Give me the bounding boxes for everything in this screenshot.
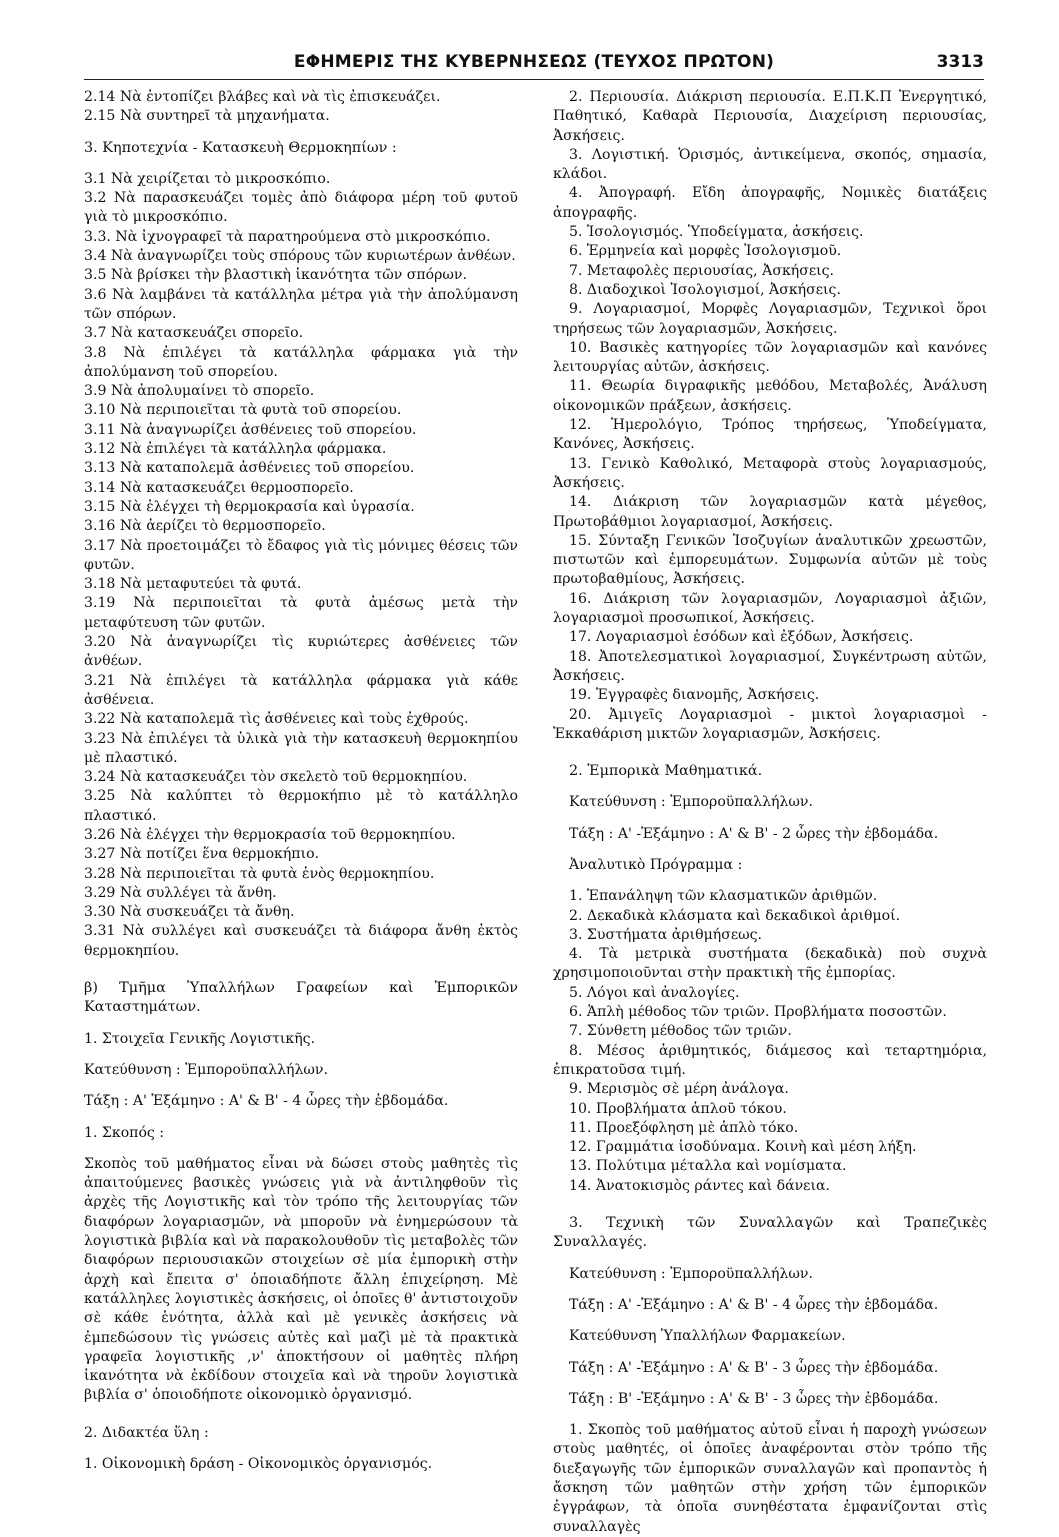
spacer — [553, 1284, 987, 1296]
item-3-14: 3.14 Νὰ κατασκευάζει θερμοσπορεῖο. — [84, 479, 354, 496]
purpose-paragraph: Σκοπὸς τοῦ μαθήματος εἶναι νὰ δώσει στοὺς μαθητὲς τὶς ἀπαιτούμενες βασικὲς γνώσεις γιὰ νὰ ἀντιληφθοῦν τὶς ἀρχὲς τῆς Λογιστικῆς καὶ τὸν τρόπο τῆς λειτουργίας τῶν διαφόρων λογαριασμῶν, νὰ μποροῦν νὰ ἐνημερώσουν τὰ λογιστικὰ βιβλία καὶ νὰ παρακολουθοῦν τὶς μεταβολὲς τῶν διαφόρων περιουσιακῶν στοιχείων σὲ μία ἐμπορικὴ στὴν ἀρχὴ καὶ ἔπειτα σ' ὁποιαδήποτε ἄλλη ἐπιχείρηση. Μὲ κατάλληλες λογιστικὲς ἀσκήσεις, οἱ ὁποῖες θ' ἀντιστοιχοῦν σὲ κάθε ἑνότητα, ἀλλὰ καὶ μὲ γενικὲς ἀσκήσεις νὰ ἐμπεδώσουν τὶς γνώσεις αὐτὲς καὶ μαζὶ μὲ τὰ πρακτικὰ γραφεῖα λογιστικῆς ,ν' ἀποκτήσουν οἱ μαθητὲς πλήρη ἱκανότητα νὰ ἐκδίδουν στοιχεῖα καὶ νὰ τηροῦν λογιστικὰ βιβλία σ' ὁποιοδήποτε οἰκονομικὸ ὀργανισμό. — [84, 1155, 518, 1404]
item-3-31: 3.31 Νὰ συλλέγει καὶ συσκευάζει τὰ διάφορα ἄνθη ἐκτὸς θερμοκηπίου. — [84, 923, 518, 959]
spacer — [84, 1018, 518, 1030]
syllabus-item-18: 18. Ἀποτελεσματικοὶ λογαριασμοί, Συγκέντρωση αὐτῶν, Ἀσκήσεις. — [553, 648, 987, 684]
spacer — [84, 961, 518, 979]
item-3-20: 3.20 Νὰ ἀναγνωρίζει τὶς κυριώτερες ἀσθένειες τῶν ἀνθέων. — [84, 634, 518, 670]
spacer — [553, 1253, 987, 1265]
item-3-11: 3.11 Νὰ ἀναγνωρίζει ἀσθένειες τοῦ σπορείου. — [84, 421, 417, 438]
item-3-17: 3.17 Νὰ προετοιμάζει τὸ ἔδαφος γιὰ τὶς μόνιμες θέσεις τῶν φυτῶν. — [84, 537, 518, 573]
header-rule — [84, 79, 984, 80]
spacer — [553, 1378, 987, 1390]
syllabus-item-13: 13. Γενικὸ Καθολικό, Μεταφορὰ στοὺς λογαριασμούς, Ἀσκήσεις. — [553, 455, 987, 491]
item-3-9: 3.9 Νὰ ἀπολυμαίνει τὸ σπορεῖο. — [84, 383, 315, 400]
gazette-title: ΕΦΗΜΕΡΙΣ ΤΗΣ ΚΥΒΕΡΝΗΣΕΩΣ (ΤΕΥΧΟΣ ΠΡΩΤΟΝ) — [293, 52, 775, 72]
item-2-15: 2.15 Νὰ συντηρεῖ τὰ μηχανήματα. — [84, 108, 330, 125]
spacer — [553, 1347, 987, 1359]
syllabus-item-15: 15. Σύνταξη Γενικῶν Ἰσοζυγίων ἀναλυτικῶν χρεωστῶν, πιστωτῶν καὶ ἐμπορευμάτων. Συμφωνία αὐτῶν μὲ τοὺς πρωτοβαθμίους, Ἀσκήσεις. — [553, 532, 987, 588]
spacer — [553, 781, 987, 793]
item-3-16: 3.16 Νὰ ἀερίζει τὸ θερμοσπορεῖο. — [84, 518, 326, 535]
spacer — [84, 1406, 518, 1424]
syllabus-item-19: 19. Ἐγγραφὲς διανομῆς, Ἀσκήσεις. — [569, 687, 820, 704]
syllabus-item-1: 1. Οἰκονομικὴ δράση - Οἰκονομικὸς ὀργανισμός. — [84, 1456, 433, 1472]
item-3-27: 3.27 Νὰ ποτίζει ἕνα θερμοκήπιο. — [84, 846, 320, 863]
spacer — [84, 1112, 518, 1124]
spacer — [84, 127, 518, 139]
math-item-11: 11. Προεξόφληση μὲ ἁπλὸ τόκο. — [569, 1119, 799, 1136]
direction-label: Κατεύθυνση : Ἐμποροϋπαλλήλων. — [569, 794, 813, 811]
syllabus-item-10: 10. Βασικὲς κατηγορίες τῶν λογαριασμῶν καὶ κανόνες λειτουργίας αὐτῶν, ἀσκήσεις. — [553, 339, 987, 376]
syllabus-item-14: 14. Διάκριση τῶν λογαριασμῶν κατὰ μέγεθος, Πρωτοβάθμιοι λογαριασμοί, Ἀσκήσεις. — [553, 494, 987, 530]
left-column — [84, 88, 518, 1474]
section-3-heading: 3. Κηποτεχνία - Κατασκευὴ Θερμοκηπίων : — [84, 139, 397, 156]
item-3-19: 3.19 Νὰ περιποιεῖται τὰ φυτὰ ἀμέσως μετὰ τὴν μεταφύτευση τῶν φυτῶν. — [84, 595, 518, 631]
spacer — [553, 1409, 987, 1421]
purpose-heading: 1. Σκοπός : — [84, 1124, 165, 1141]
item-3-8: 3.8 Νὰ ἐπιλέγει τὰ κατάλληλα φάρμακα γιὰ τὴν ἀπολύμανση τοῦ σπορείου. — [84, 344, 518, 380]
item-3-3: 3.3. Νὰ ἰχνογραφεῖ τὰ παρατηρούμενα στὸ μικροσκόπιο. — [84, 228, 491, 245]
spacer — [553, 1196, 987, 1214]
syllabus-item-5: 5. Ἰσολογισμός. Ὑποδείγματα, ἀσκήσεις. — [569, 224, 864, 241]
item-3-6: 3.6 Νὰ λαμβάνει τὰ κατάλληλα μέτρα γιὰ τὴν ἀπολύμανση τῶν σπόρων. — [84, 286, 518, 322]
item-3-23: 3.23 Νὰ ἐπιλέγει τὰ ὑλικὰ γιὰ τὴν κατασκευὴ θερμοκηπίου μὲ πλαστικό. — [84, 730, 518, 766]
syllabus-item-11: 11. Θεωρία διγραφικῆς μεθόδου, Μεταβολές, Ἀνάλυση οἰκονομικῶν πράξεων, ἀσκήσεις. — [553, 378, 987, 414]
direction-label-pharmacy: Κατεύθυνση Ὑπαλλήλων Φαρμακείων. — [569, 1328, 846, 1345]
syllabus-item-3: 3. Λογιστική. Ὁρισμός, ἀντικείμενα, σκοπός, σημασία, κλάδοι. — [553, 146, 987, 183]
spacer — [84, 1143, 518, 1155]
item-3-21: 3.21 Νὰ ἐπιλέγει τὰ κατάλληλα φάρμακα γιὰ κάθε ἀσθένεια. — [84, 672, 518, 708]
math-item-6: 6. Ἁπλὴ μέθοδος τῶν τριῶν. Προβλήματα ποσοστῶν. — [569, 1004, 947, 1021]
syllabus-item-6: 6. Ἑρμηνεία καὶ μορφὲς Ἰσολογισμοῦ. — [569, 243, 842, 260]
syllabus-item-16: 16. Διάκριση τῶν λογαριασμῶν, Λογαριασμοὶ ἀξιῶν, λογαριασμοὶ προσωπικοί, Ἀσκήσεις. — [553, 590, 987, 627]
syllabus-heading: 2. Διδακτέα ὕλη : — [84, 1424, 209, 1441]
spacer — [84, 1080, 518, 1092]
math-item-2: 2. Δεκαδικὰ κλάσματα καὶ δεκαδικοὶ ἀριθμοί. — [569, 907, 901, 924]
spacer — [553, 1315, 987, 1327]
syllabus-item-20: 20. Ἀμιγεῖς Λογαριασμοὶ - μικτοὶ λογαριασμοὶ - Ἐκκαθάριση μικτῶν λογαριασμῶν, Ἀσκήσεις. — [553, 706, 987, 742]
page-header — [84, 48, 984, 78]
item-3-24: 3.24 Νὰ κατασκευάζει τὸν σκελετὸ τοῦ θερμοκηπίου. — [84, 769, 468, 786]
item-3-1: 3.1 Νὰ χειρίζεται τὸ μικροσκόπιο. — [84, 170, 331, 187]
spacer — [553, 744, 987, 762]
spacer — [553, 844, 987, 856]
item-3-10: 3.10 Νὰ περιποιεῖται τὰ φυτὰ τοῦ σπορείου. — [84, 402, 402, 419]
subject-2-title: 2. Ἐμπορικὰ Μαθηματικά. — [569, 763, 763, 780]
math-item-4: 4. Τὰ μετρικὰ συστήματα (δεκαδικὰ) ποὺ συχνὰ χρησιμοποιοῦνται στὴν πρακτικὴ τῆς ἐμπορίας. — [553, 946, 987, 982]
item-2-14: 2.14 Νὰ ἐντοπίζει βλάβες καὶ νὰ τὶς ἐπισκευάζει. — [84, 89, 441, 105]
item-3-28: 3.28 Νὰ περιποιεῖται τὰ φυτὰ ἑνὸς θερμοκηπίου. — [84, 865, 435, 882]
item-3-26: 3.26 Νὰ ἐλέγχει τὴν θερμοκρασία τοῦ θερμοκηπίου. — [84, 826, 456, 843]
math-item-7: 7. Σύνθετη μέθοδος τῶν τριῶν. — [569, 1023, 792, 1040]
math-item-13: 13. Πολύτιμα μέταλλα καὶ νομίσματα. — [569, 1158, 847, 1175]
right-column — [553, 88, 987, 1537]
item-3-30: 3.30 Νὰ συσκευάζει τὰ ἄνθη. — [84, 904, 295, 921]
math-item-10: 10. Προβλήματα ἁπλοῦ τόκου. — [569, 1100, 787, 1117]
math-item-12: 12. Γραμμάτια ἰσοδύναμα. Κοινὴ καὶ μέση λήξη. — [569, 1139, 917, 1156]
spacer — [84, 158, 518, 170]
math-item-14: 14. Ἀνατοκισμὸς ράντες καὶ δάνεια. — [569, 1177, 830, 1194]
math-item-9: 9. Μερισμὸς σὲ μέρη ἀνάλογα. — [569, 1081, 789, 1098]
syllabus-item-7: 7. Μεταφολὲς περιουσίας, Ἀσκήσεις. — [569, 262, 835, 279]
item-3-13: 3.13 Νὰ καταπολεμᾶ ἀσθένειες τοῦ σπορείου. — [84, 460, 415, 477]
item-3-5: 3.5 Νὰ βρίσκει τὴν βλαστικὴ ἱκανότητα τῶν σπόρων. — [84, 267, 467, 284]
program-heading: Ἀναλυτικὸ Πρόγραμμα : — [569, 856, 743, 873]
page-number: 3313 — [936, 52, 984, 72]
item-3-15: 3.15 Νὰ ἐλέγχει τὴ θερμοκρασία καὶ ὑγρασία. — [84, 498, 415, 515]
math-item-8: 8. Μέσος ἀριθμητικός, διάμεσος καὶ τεταρτημόρια, ἐπικρατοῦσα τιμή. — [553, 1042, 987, 1078]
math-item-3: 3. Συστήματα ἀριθμήσεως. — [569, 926, 762, 943]
class-schedule-a: Τάξη : Α' -Ἑξάμηνο : Α' & Β' - 3 ὧρες τὴν ἑβδομάδα. — [569, 1359, 939, 1376]
spacer — [84, 1443, 518, 1455]
item-3-22: 3.22 Νὰ καταπολεμᾶ τὶς ἀσθένειες καὶ τοὺς ἐχθρούς. — [84, 711, 469, 728]
item-3-4: 3.4 Νὰ ἀναγνωρίζει τοὺς σπόρους τῶν κυριωτέρων ἀνθέων. — [84, 248, 516, 265]
item-3-2: 3.2 Νὰ παρασκευάζει τομὲς ἀπὸ διάφορα μέρη τοῦ φυτοῦ γιὰ τὸ μικροσκόπιο. — [84, 190, 518, 226]
item-3-7: 3.7 Νὰ κατασκευάζει σπορεῖο. — [84, 325, 304, 342]
spacer — [84, 1049, 518, 1061]
syllabus-item-12: 12. Ἡμερολόγιο, Τρόπος τηρήσεως, Ὑποδείγματα, Κανόνες, Ἀσκήσεις. — [553, 417, 987, 453]
syllabus-item-9: 9. Λογαριασμοί, Μορφὲς Λογαριασμῶν, Τεχνικοὶ ὅροι τηρήσεως τῶν λογαριασμῶν, Ἀσκήσεις. — [553, 301, 987, 337]
direction-label: Κατεύθυνση : Ἐμποροϋπαλλήλων. — [84, 1061, 328, 1078]
class-schedule: Τάξη : Α' Ἑξάμηνο : Α' & Β' - 4 ὧρες τὴν ἑβδομάδα. — [84, 1093, 449, 1110]
syllabus-item-2: 2. Περιουσία. Διάκριση περιουσία. Ε.Π.Κ.Π Ἐνεργητικό, Παθητικό, Καθαρὰ Περιουσία, Διαχείριση περιουσίας, Ἀσκήσεις. — [553, 89, 987, 144]
syllabus-item-17: 17. Λογαριασμοὶ ἐσόδων καὶ ἐξόδων, Ἀσκήσεις. — [569, 629, 914, 646]
class-schedule: Τάξη : Α' -Ἑξάμηνο : Α' & Β' - 2 ὧρες τὴν ἑβδομάδα. — [569, 825, 939, 842]
math-item-1: 1. Ἐπανάληψη τῶν κλασματικῶν ἀριθμῶν. — [569, 888, 878, 905]
item-3-12: 3.12 Νὰ ἐπιλέγει τὰ κατάλληλα φάρμακα. — [84, 441, 387, 458]
purpose-paragraph: 1. Σκοπὸς τοῦ μαθήματος αὐτοῦ εἶναι ἡ παροχὴ γνώσεων στοὺς μαθητές, οἱ ὁποῖες ἀναφέρονται στὸν τρόπο τῆς διεξαγωγῆς τῶν ἐμπορικῶν συναλλαγῶν καὶ προπαντὸς ἡ ἄσκηση τῶν μαθητῶν στὴν χρήση τῶν ἐμπορικῶν ἐγγράφων, τὰ ὁποῖα συνηθέστατα ἐμφανίζονται στὶς συναλλαγὲς — [553, 1422, 987, 1535]
item-3-18: 3.18 Νὰ μεταφυτεύει τὰ φυτά. — [84, 576, 302, 593]
direction-label: Κατεύθυνση : Ἐμποροϋπαλλήλων. — [569, 1265, 813, 1282]
subject-3-title: 3. Τεχνικὴ τῶν Συναλλαγῶν καὶ Τραπεζικὲς Συναλλαγές. — [553, 1215, 987, 1251]
class-schedule: Τάξη : Α' -Ἑξάμηνο : Α' & Β' - 4 ὧρες τὴν ἑβδομάδα. — [569, 1296, 939, 1313]
section-b-heading: β) Τμῆμα Ὑπαλλήλων Γραφείων καὶ Ἐμπορικῶν Καταστημάτων. — [84, 980, 518, 1016]
syllabus-item-4: 4. Ἀπογραφή. Εἴδη ἀπογραφῆς, Νομικὲς διατάξεις ἀπογραφῆς. — [553, 185, 987, 221]
item-3-29: 3.29 Νὰ συλλέγει τὰ ἄνθη. — [84, 884, 277, 901]
spacer — [553, 813, 987, 825]
item-3-25: 3.25 Νὰ καλύπτει τὸ θερμοκήπιο μὲ τὸ κατάλληλο πλαστικό. — [84, 788, 518, 824]
subject-1-title: 1. Στοιχεῖα Γενικῆς Λογιστικῆς. — [84, 1030, 316, 1047]
class-schedule-b: Τάξη : Β' -Ἑξάμηνο : Α' & Β' - 3 ὧρες τὴν ἑβδομάδα. — [569, 1390, 939, 1407]
spacer — [553, 875, 987, 887]
math-item-5: 5. Λόγοι καὶ ἀναλογίες. — [569, 984, 740, 1001]
syllabus-item-8: 8. Διαδοχικοὶ Ἰσολογισμοί, Ἀσκήσεις. — [569, 281, 841, 298]
